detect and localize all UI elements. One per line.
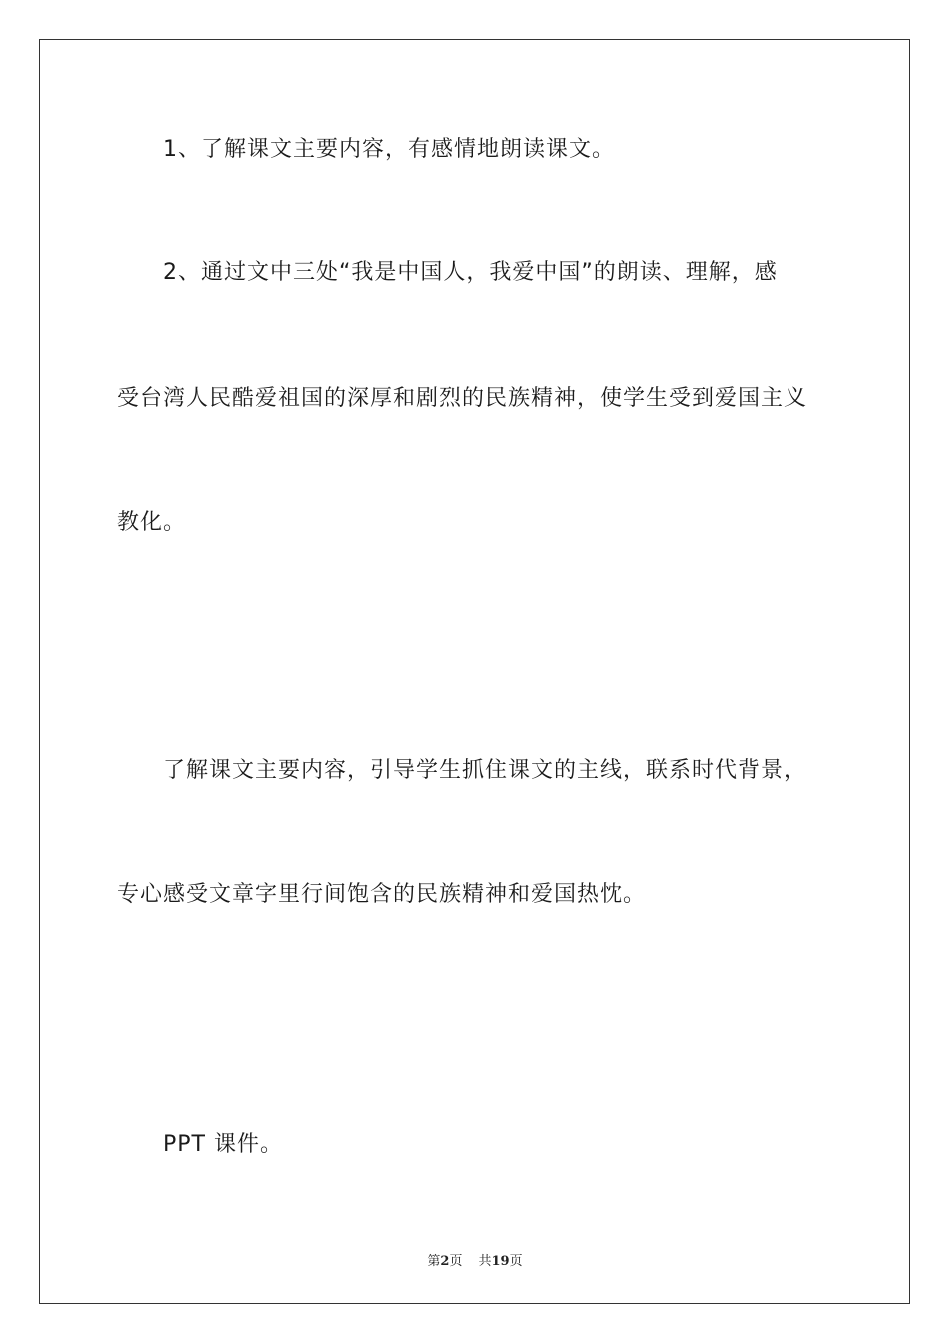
key-point-line-2: 专心感受文章字里行间饱含的民族精神和爱国热忱。 [117,882,647,907]
page-border [39,39,910,1304]
page-footer [0,1250,950,1269]
footer-total-prefix: 共 [478,1254,492,1269]
footer-page-number: 2 [440,1254,450,1269]
key-point-line-1: 了解课文主要内容，引导学生抓住课文的主线，联系时代背景， [163,758,808,783]
objective-2-line-3: 教化。 [117,510,187,535]
objective-1-line: 1、了解课文主要内容，有感情地朗读课文。 [163,137,615,162]
footer-page-suffix: 页 [449,1254,463,1269]
objective-2-line-1: 2、通过文中三处“我是中国人，我爱中国”的朗读、理解，感 [163,260,778,285]
footer-page-prefix: 第 [427,1254,441,1269]
objective-2-line-2: 受台湾人民酷爱祖国的深厚和剧烈的民族精神，使学生受到爱国主义 [117,386,808,411]
materials-line: PPT 课件。 [163,1132,283,1157]
footer-total-pages: 19 [491,1254,510,1269]
footer-total-suffix: 页 [509,1254,523,1269]
